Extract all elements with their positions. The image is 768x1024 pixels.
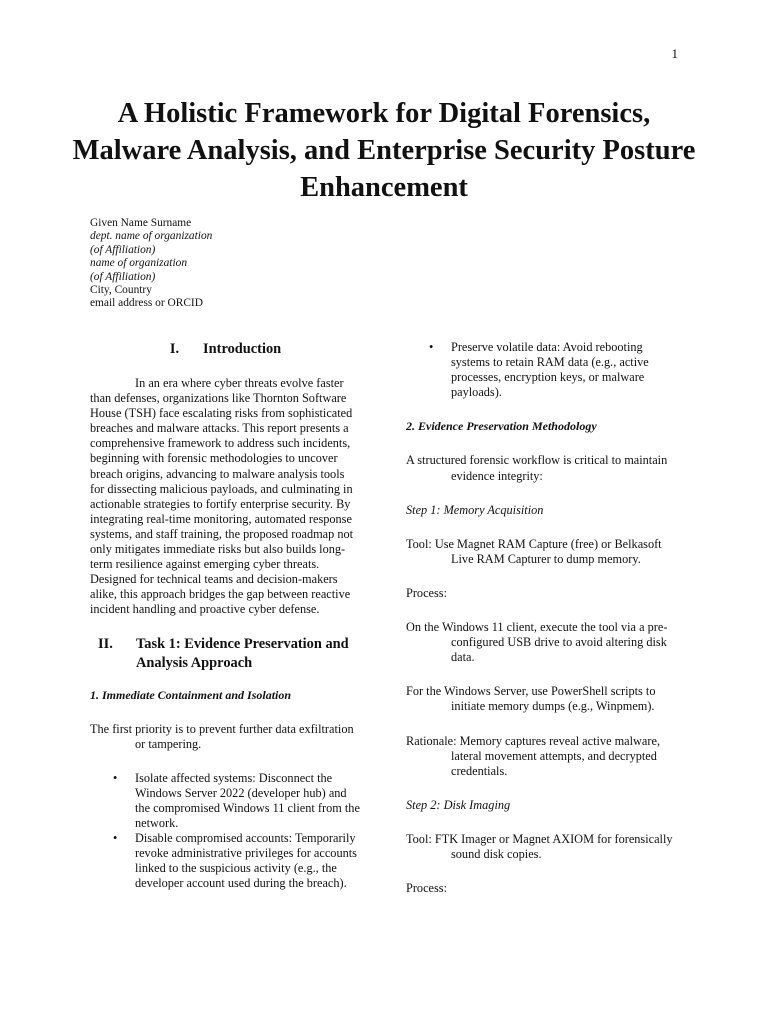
- step-1-heading: Step 1: Memory Acquisition: [406, 502, 544, 517]
- author-affiliation-1: (of Affiliation): [90, 243, 156, 256]
- bullet-icon: •: [113, 831, 118, 846]
- bullet-icon: •: [113, 770, 118, 785]
- left-column: [90, 340, 361, 892]
- author-block: [90, 217, 390, 311]
- step-1-process-label: Process:: [406, 585, 447, 600]
- step-1-tool: Tool: Use Magnet RAM Capture (free) or Belkasoft Live RAM Capturer to dump memory.: [406, 536, 662, 566]
- section-1-heading: [90, 340, 361, 359]
- containment-bullet-list: [90, 771, 361, 892]
- step-1-rationale: Rationale: Memory captures reveal active malware, lateral movement attempts, and decrypted credentials.: [406, 733, 661, 778]
- step-2-heading: Step 2: Disk Imaging: [406, 797, 511, 812]
- subsection-2-heading: 2. Evidence Preservation Methodology: [406, 419, 597, 434]
- section-2-number: II.: [98, 635, 113, 652]
- subsection-1-heading: 1. Immediate Containment and Isolation: [90, 687, 292, 702]
- list-item: [406, 340, 684, 400]
- author-email: email address or ORCID: [90, 297, 203, 310]
- section-1-title: Introduction: [203, 341, 282, 357]
- step-1-windows-11: On the Windows 11 client, execute the tool via a pre-configured USB drive to avoid altering disk data.: [406, 620, 668, 665]
- list-item-text: Isolate affected systems: Disconnect the Windows Server 2022 (developer hub) and the compromised Windows 11 client from the network.: [135, 770, 360, 831]
- step-2-process-label: Process:: [406, 881, 447, 896]
- bullet-icon: •: [429, 340, 434, 354]
- list-item-text: Preserve volatile data: Avoid rebooting systems to retain RAM data (e.g., active processes, encryption keys, or malware payloads).: [451, 340, 649, 400]
- preservation-intro: A structured forensic workflow is critical to maintain evidence integrity:: [406, 453, 668, 483]
- author-name: Given Name Surname: [90, 217, 192, 229]
- author-city: City, Country: [90, 284, 152, 297]
- list-item: [90, 771, 361, 831]
- containment-bullet-list-continued: [406, 340, 684, 400]
- step-2-tool: Tool: FTK Imager or Magnet AXIOM for forensically sound disk copies.: [406, 831, 673, 861]
- list-item-text: Disable compromised accounts: Temporarily revoke administrative privileges for accounts linked to the suspicious activity (e.g., the developer account used during the breach).: [135, 831, 357, 891]
- step-1-windows-server: For the Windows Server, use PowerShell scripts to initiate memory dumps (e.g., Winpmem).: [406, 684, 656, 714]
- section-1-number: I.: [169, 341, 180, 357]
- author-org: name of organization: [90, 257, 188, 270]
- containment-intro: The first priority is to prevent further data exfiltration or tampering.: [90, 721, 354, 751]
- author-affiliation-2: (of Affiliation): [90, 270, 156, 283]
- page-number: 1: [671, 46, 678, 61]
- section-2-heading: [90, 635, 361, 673]
- list-item: [90, 831, 361, 891]
- section-2-title: Task 1: Evidence Preservation and Analysis Approach: [136, 635, 349, 671]
- author-dept: dept. name of organization: [90, 230, 213, 243]
- paper-title: A Holistic Framework for Digital Forensics, Malware Analysis, and Enterprise Security Posture Enhancement: [72, 98, 696, 203]
- right-column: [406, 340, 684, 896]
- introduction-paragraph: In an era where cyber threats evolve faster than defenses, organizations like Thornton Software House (TSH) face escalating risks from sophisticated breaches and malware attacks. This report presents a comprehensive framework to address such incidents, beginning with forensic methodologies to uncover breach origins, advancing to malware analysis tools for dissecting malicious payloads, and culminating in actionable strategies to fortify enterprise security. By integrating real-time monitoring, automated response systems, and staff training, the proposed roadmap not only mitigates immediate risks but also builds long-term resilience against emerging cyber threats. Designed for technical teams and decision-makers alike, this approach bridges the gap between reactive incident handling and proactive cyber defense.: [90, 376, 354, 617]
